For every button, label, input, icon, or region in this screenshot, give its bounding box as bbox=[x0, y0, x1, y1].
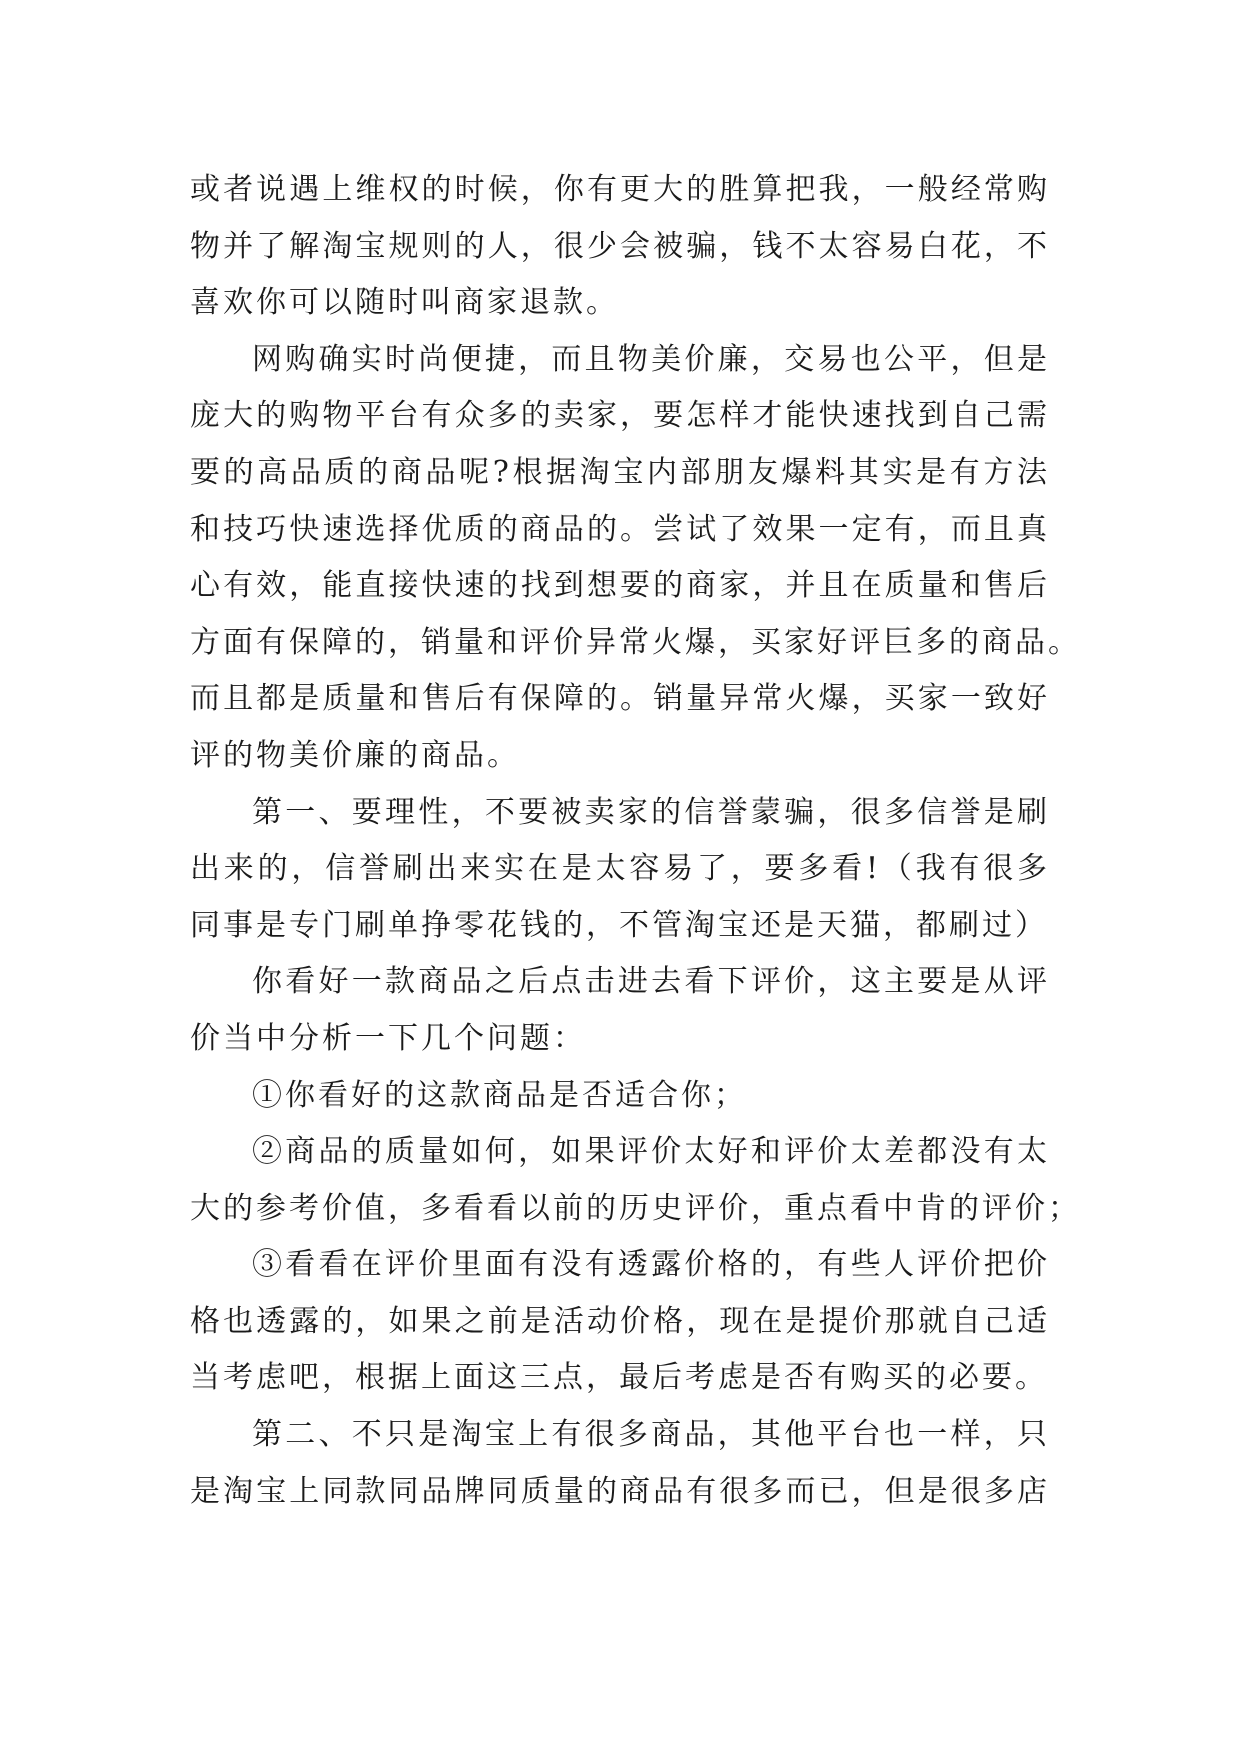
paragraph-rights-protection bbox=[190, 162, 1050, 332]
text-line: 大的参考价值，多看看以前的历史评价，重点看中肯的评价； bbox=[190, 1190, 1081, 1226]
text-line: 第二、不只是淘宝上有很多商品，其他平台也一样，只 bbox=[252, 1417, 1050, 1453]
document-body bbox=[190, 162, 1081, 1520]
paragraph-point-two bbox=[190, 1124, 1081, 1237]
text-line: 是淘宝上同款同品牌同质量的商品有很多而已，但是很多店 bbox=[190, 1473, 1050, 1509]
text-line: 庞大的购物平台有众多的卖家，要怎样才能快速找到自己需 bbox=[190, 398, 1050, 434]
text-line: 当考虑吧，根据上面这三点，最后考虑是否有购买的必要。 bbox=[190, 1360, 1048, 1396]
text-line: ①你看好的这款商品是否适合你； bbox=[252, 1077, 747, 1113]
text-line: 或者说遇上维权的时候，你有更大的胜算把我，一般经常购 bbox=[190, 172, 1050, 207]
text-line: 而且都是质量和售后有保障的。销量异常火爆，买家一致好 bbox=[190, 681, 1050, 717]
text-line: 物并了解淘宝规则的人，很少会被骗，钱不太容易白花，不 bbox=[190, 228, 1050, 264]
text-line: 喜欢你可以随时叫商家退款。 bbox=[190, 285, 619, 321]
paragraph-online-shopping bbox=[190, 332, 1081, 785]
text-line: 和技巧快速选择优质的商品的。尝试了效果一定有，而且真 bbox=[190, 511, 1050, 547]
text-line: 要的高品质的商品呢?根据淘宝内部朋友爆料其实是有方法 bbox=[190, 454, 1050, 490]
text-line: ③看看在评价里面有没有透露价格的，有些人评价把价 bbox=[252, 1247, 1050, 1283]
text-line: ②商品的质量如何，如果评价太好和评价太差都没有太 bbox=[252, 1134, 1050, 1170]
text-line: 第一、要理性，不要被卖家的信誉蒙骗，很多信誉是刷 bbox=[252, 794, 1050, 830]
text-line: 同事是专门刷单挣零花钱的，不管淘宝还是天猫，都刷过） bbox=[190, 907, 1048, 943]
paragraph-check-reviews bbox=[190, 954, 1050, 1067]
text-line: 网购确实时尚便捷，而且物美价廉，交易也公平，但是 bbox=[252, 341, 1050, 377]
paragraph-tip-one bbox=[190, 785, 1050, 955]
paragraph-point-one bbox=[190, 1068, 1050, 1125]
text-line: 价当中分析一下几个问题： bbox=[190, 1020, 586, 1056]
text-line: 方面有保障的，销量和评价异常火爆，买家好评巨多的商品。 bbox=[190, 624, 1081, 660]
paragraph-point-three bbox=[190, 1237, 1050, 1407]
text-line: 心有效，能直接快速的找到想要的商家，并且在质量和售后 bbox=[190, 568, 1050, 604]
text-line: 格也透露的，如果之前是活动价格，现在是提价那就自己适 bbox=[190, 1303, 1050, 1339]
text-line: 出来的，信誉刷出来实在是太容易了，要多看!（我有很多 bbox=[190, 851, 1050, 887]
paragraph-tip-two bbox=[190, 1407, 1050, 1520]
text-line: 你看好一款商品之后点击进去看下评价，这主要是从评 bbox=[252, 964, 1050, 1000]
text-line: 评的物美价廉的商品。 bbox=[190, 737, 520, 773]
